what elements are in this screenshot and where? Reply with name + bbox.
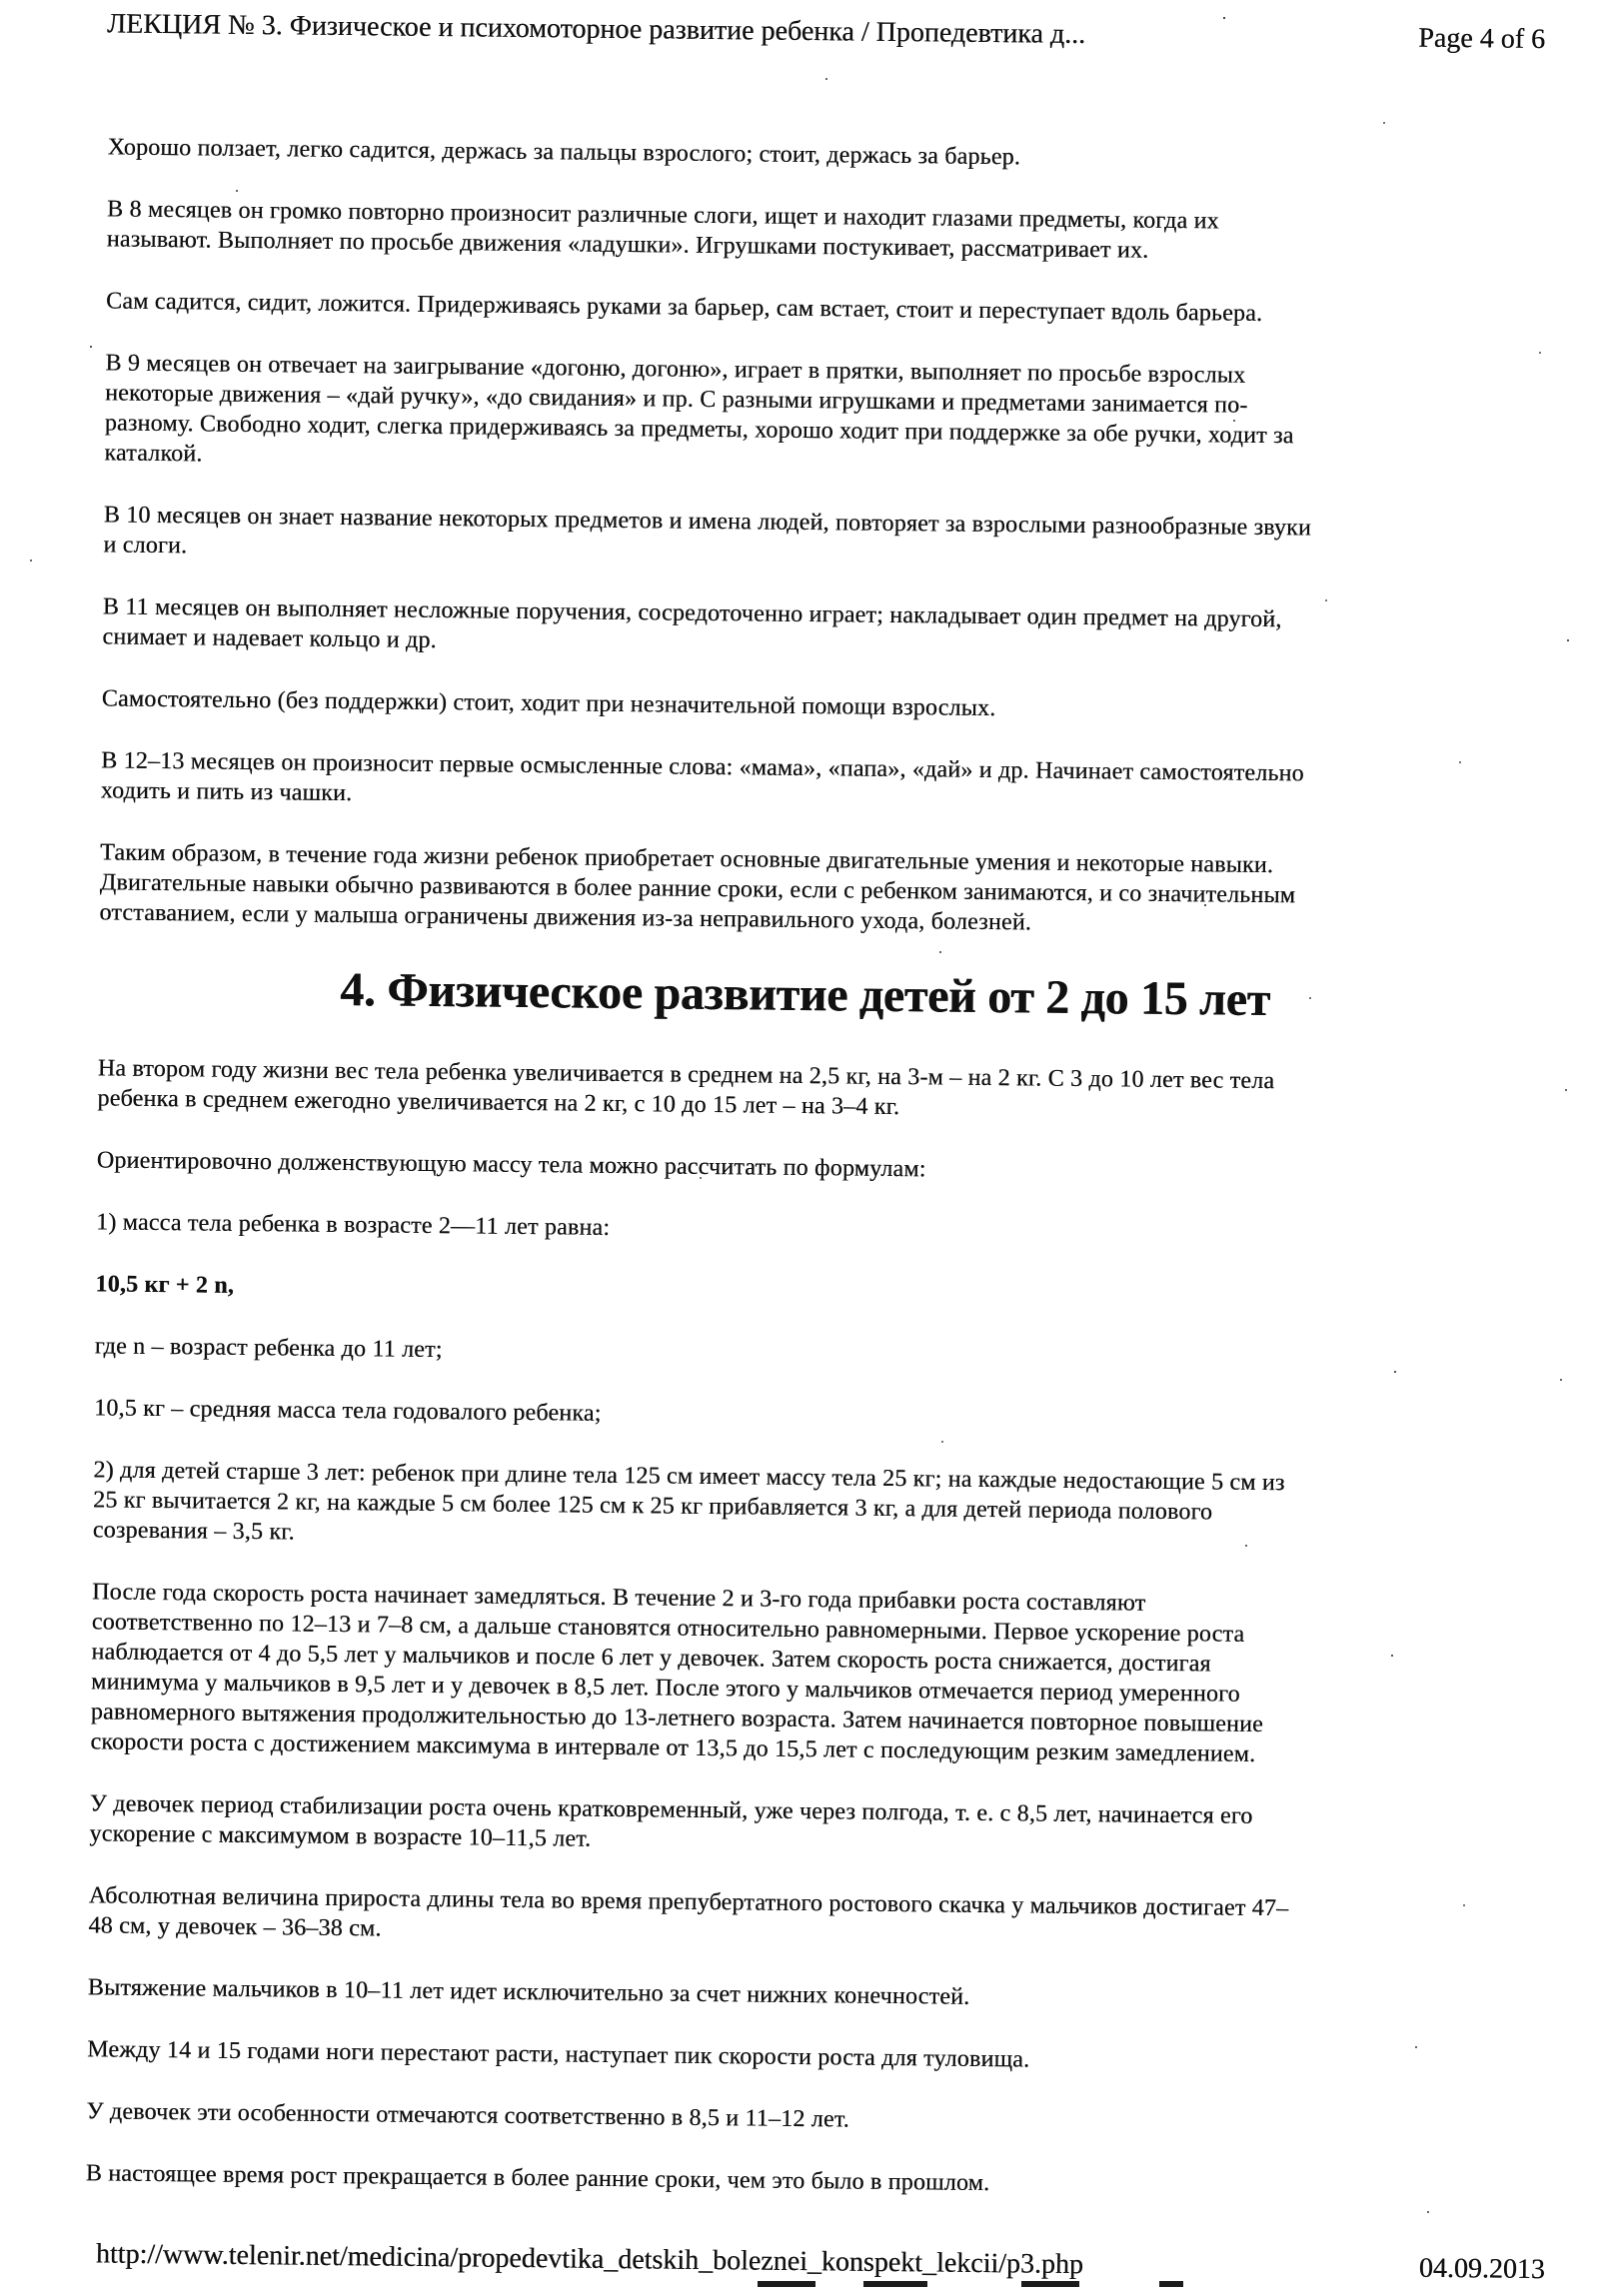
artifact-dash	[863, 2281, 927, 2287]
header-page-indicator: Page 4 of 6	[1418, 23, 1545, 56]
page-header	[107, 8, 1545, 56]
paragraph: На втором году жизни вес тела ребенка увеличивается в среднем на 2,5 кг, на 3-м – на 2 кг. С 3 до 10 лет вес тела ребенка в среднем ежегодно увеличивается на 2 кг, с 10 до 15 лет – на 3–4 кг.	[97, 1053, 1511, 1128]
paragraph: 1) масса тела ребенка в возрасте 2—11 лет равна:	[96, 1207, 1509, 1252]
header-title: ЛЕКЦИЯ № 3. Физическое и психомоторное развитие ребенка / Пропедевтика д...	[107, 8, 1085, 51]
formula-text: 10,5 кг + 2 n,	[95, 1269, 1508, 1314]
paragraph: Вытяжение мальчиков в 10–11 лет идет исключительно за счет нижних конечностей.	[88, 1972, 1501, 2017]
paragraph: После года скорость роста начинает замедляться. В течение 2 и 3-го года прибавки роста составляют соответственно по 12–13 и 7–8 см, а дальше становятся относительно равномерными. Первое ускорение роста наблюдается от 4 до 5,5 лет у мальчиков и после 6 лет у девочек. Затем скорость роста снижается, достигая минимума у мальчиков в 9,5 лет и у девочек в 8,5 лет. После этого у мальчиков отмечается период умеренного равномерного вытяжения продолжительностью до 13-летнего возраста. Затем начинается повторное повышение скорости роста с достижением максимума в интервале от 13,5 до 15,5 лет с последующим резким замедлением.	[90, 1577, 1505, 1771]
paragraph: Сам садится, сидит, ложится. Придерживаясь руками за барьер, сам встает, стоит и переступает вдоль барьера.	[106, 286, 1519, 331]
paragraph: Ориентировочно долженствующую массу тела можно рассчитать по формулам:	[97, 1145, 1510, 1190]
artifact-dash	[1021, 2281, 1079, 2287]
paragraph: где n – возраст ребенка до 11 лет;	[95, 1331, 1508, 1376]
document-body	[85, 132, 1521, 2235]
paragraph: У девочек период стабилизации роста очень кратковременный, уже через полгода, т. е. с 8,5 лет, начинается его ускорение с максимумом в возрасте 10–11,5 лет.	[89, 1788, 1503, 1863]
paragraph: В 9 месяцев он отвечает на заигрывание «догоню, догоню», играет в прятки, выполняет по просьбе взрослых некоторые движения – «дай ручку», «до свидания» и пр. С разными игрушками и предметами занимается по- разному. Свободно ходит, слегка придерживаясь за предметы, хорошо ходит при поддержке за обе ручки, ходит за каталкой.	[104, 348, 1518, 483]
scan-noise-speckles	[0, 0, 2, 2]
paragraph: У девочек эти особенности отмечаются соответственно в 8,5 и 11–12 лет.	[86, 2096, 1499, 2141]
paragraph: В 11 месяцев он выполняет несложные поручения, сосредоточенно играет; накладывает один предмет на другой, снимает и надевает кольцо и др.	[102, 591, 1516, 666]
paragraph: 2) для детей старше 3 лет: ребенок при длине тела 125 см имеет массу тела 25 кг; на каждые недостающие 5 см из 25 кг вычитается 2 кг, на каждые 5 см более 125 см к 25 кг прибавляется 3 кг, а для детей периода полового созревания – 3,5 кг.	[93, 1455, 1507, 1560]
paragraph: 10,5 кг – средняя масса тела годовалого ребенка;	[94, 1393, 1507, 1438]
section-heading: 4. Физическое развитие детей от 2 до 15 лет	[98, 959, 1512, 1030]
paragraph: Хорошо ползает, легко садится, держась за пальцы взрослого; стоит, держась за барьер.	[108, 132, 1521, 177]
paragraph: Самостоятельно (без поддержки) стоит, ходит при незначительной помощи взрослых.	[102, 683, 1515, 728]
paragraph: Абсолютная величина прироста длины тела во время препубертатного ростового скачка у мальчиков достигает 47– 48 см, у девочек – 36–38 см.	[88, 1880, 1502, 1955]
page-footer	[96, 2238, 1545, 2286]
artifact-dash	[1159, 2281, 1183, 2287]
paragraph: В 10 месяцев он знает название некоторых предметов и имена людей, повторяет за взрослыми разнообразные звуки и слоги.	[103, 500, 1517, 574]
artifact-dash	[758, 2281, 815, 2287]
print-date: 04.09.2013	[1419, 2253, 1545, 2286]
source-url: http://www.telenir.net/medicina/propedevtika_detskih_boleznei_konspekt_lekcii/p3.php	[96, 2238, 1083, 2281]
paragraph: В 8 месяцев он громко повторно произносит различные слоги, ищет и находит глазами предметы, когда их называют. Выполняет по просьбе движения «ладушки». Игрушками постукивает, рассматривает их.	[107, 194, 1521, 269]
paragraph: Между 14 и 15 годами ноги перестают расти, наступает пик скорости роста для туловища.	[87, 2034, 1500, 2079]
paragraph: В настоящее время рост прекращается в более ранние сроки, чем это было в прошлом.	[86, 2158, 1499, 2203]
paragraph: Таким образом, в течение года жизни ребенок приобретает основные двигательные умения и некоторые навыки. Двигательные навыки обычно развиваются в более ранние сроки, если с ребенком занимаются, и со значительным отставанием, если у малыша ограничены движения из-за неправильного ухода, болезней.	[99, 837, 1513, 942]
paragraph: В 12–13 месяцев он произносит первые осмысленные слова: «мама», «папа», «дай» и др. Начинает самостоятельно ходить и пить из чашки.	[101, 745, 1515, 820]
